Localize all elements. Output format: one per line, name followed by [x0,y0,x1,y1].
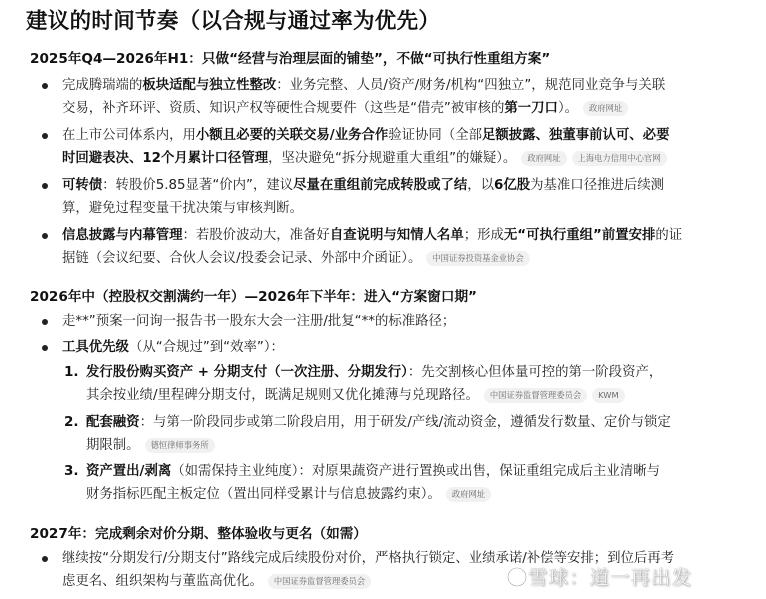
source-tag[interactable]: 中国证券监督管理委员会 [268,574,371,589]
source-tag[interactable]: 德恒律师事务所 [145,438,215,453]
source-tag[interactable]: 中国证券监督管理委员会 [484,388,587,403]
bullet-icon [42,319,48,325]
item-text: ：转股价5.85显著“价内”，建议 [102,178,294,193]
item-text: ：先交割核心但体量可控的第一阶段资产， [407,365,663,380]
bullet-icon [42,133,48,139]
item-text: ，坚决避免“拆分规避重大重组”的嫌疑）。 [268,151,517,166]
item-text: ：与第一阶段同步或第二阶段启用，用于研发/产线/流动资金，遵循发行数量、定价与锁定 [139,415,671,430]
item-text: （如需保持主业纯度）：对原果蔬资产进行置换或出售，保证重组完成后主业清晰与 [171,464,660,479]
item-text: ：业务完整、人员/资产/财务/机构“四独立”，规范同业竞争与关联 [276,78,666,93]
item-emphasis: 无“可执行重组”前置安排 [503,228,656,243]
item-emphasis: 工具优先级 [62,340,129,355]
item-text: 在上市公司体系内，用 [62,128,196,143]
item-emphasis: 时回避表决、12个月累计口径管理 [62,151,269,166]
item-text: ；形成 [463,228,504,243]
section-heading-2027: 2027年：完成剩余对价分期、整体验收与更名（如需） [30,526,367,542]
item-text: ）。 [557,101,579,116]
item-text: ，以 [467,178,495,193]
item-text: 走**”预案一问询一报告书一股东大会一注册/批复“**的标准路径； [62,314,456,329]
item-emphasis: 小额且必要的关联交易/业务合作 [195,128,389,143]
source-tag[interactable]: 政府网址 [446,487,491,502]
item-emphasis: 6亿股 [494,178,531,193]
item-text: 据链（会议纪要、合伙人会议/投委会记录、外部中介函证）。 [62,251,422,266]
source-tag[interactable]: 政府网址 [583,101,628,116]
bullet-icon [42,233,48,239]
bullet-icon [42,183,48,189]
item-number: 1. [64,364,79,380]
source-tag[interactable]: KWM [592,388,625,403]
item-emphasis: 可转债 [62,178,103,193]
bullet-icon [42,345,48,351]
item-number: 3. [64,463,79,479]
snowball-logo-icon [506,566,528,588]
item-text: 虑更名、组织架构与董监高优化。 [62,574,263,589]
item-text: （从“合规过”到“效率”）： [128,340,284,355]
source-tag[interactable]: 上海电力信用中心官网 [572,151,667,166]
item-emphasis: 资产置出/剥离 [86,464,172,479]
item-emphasis: 配套融资 [86,415,140,430]
item-text: 其余按业绩/里程碑分期支付，既满足规则又优化摊薄与兑现路径。 [86,388,479,403]
item-emphasis: 自查说明与知情人名单 [329,228,464,243]
item-text: 为基准口径推进后续测 [530,178,665,193]
item-number: 2. [64,414,79,430]
item-text: 财务指标匹配主板定位（置出同样受累计与信息披露约束）。 [86,487,441,502]
item-text: 算，避免过程变量干扰决策与审核判断。 [62,201,304,216]
item-emphasis: 信息披露与内幕管理 [62,228,183,243]
item-emphasis: 足额披露、独董事前认可、必要 [482,128,670,143]
source-tag[interactable]: 政府网址 [521,151,566,166]
item-text: ：若股价波动大，准备好 [182,228,330,243]
item-text: 的证 [655,228,683,243]
section-heading-2026: 2026年中（控股权交割满约一年）—2026年下半年：进入“方案窗口期” [30,289,477,305]
item-text: 验证协同（全部 [388,128,482,143]
item-text: 交易，补齐环评、资质、知识产权等硬性合规要件（这些是“借壳”被审核的 [62,101,505,116]
item-emphasis: 发行股份购买资产 + 分期支付（一次注册、分期发行） [86,365,408,380]
section-heading-2025: 2025年Q4—2026年H1：只做“经营与治理层面的铺垫”，不做“可执行性重组方案” [30,51,551,67]
item-emphasis: 板块适配与独立性整改 [142,78,277,93]
source-tag[interactable]: 中国证券投资基金业协会 [426,251,529,266]
bullet-icon [42,83,48,89]
item-text: 继续按“分期发行/分期支付”路线完成后续股份对价，严格执行锁定、业绩承诺/补偿等安排；到位后再考 [62,551,675,566]
item-text: 完成腾瑞端的 [62,78,143,93]
item-text: 期限制。 [86,438,140,453]
bullet-icon [42,556,48,562]
watermark-text: 雪球：道一再出发 [528,566,693,589]
item-emphasis: 尽量在重组前完成转股或了结 [293,178,468,193]
item-emphasis: 第一刀口 [504,101,558,116]
page-title: 建议的时间节奏（以合规与通过率为优先） [26,9,441,34]
